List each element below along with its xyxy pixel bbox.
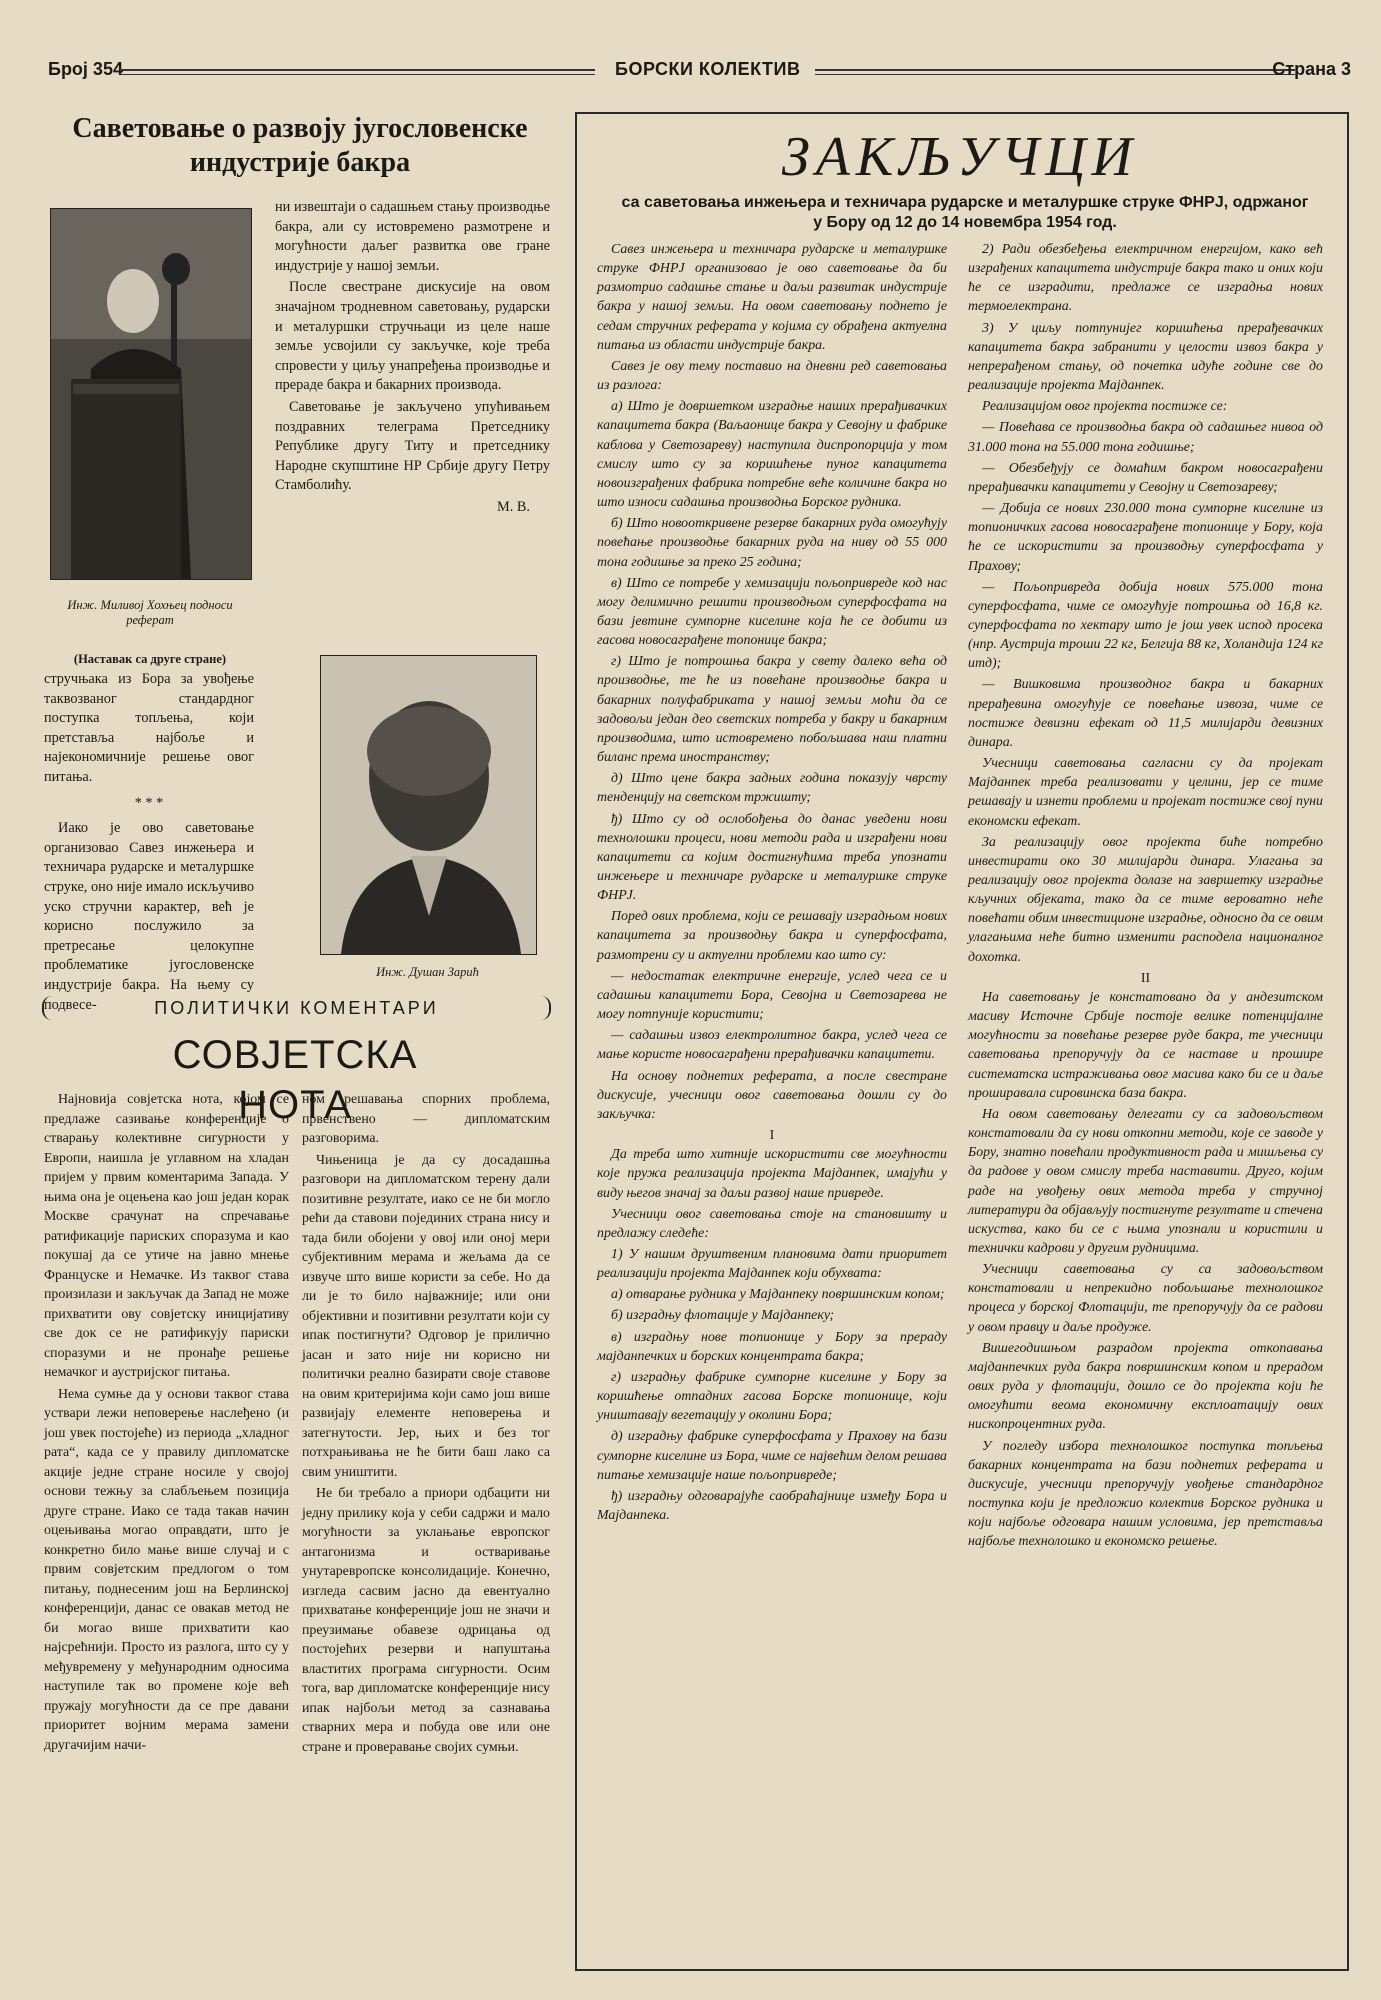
- conclusions-subtitle: са саветовања инжењера и техничара рударске и металуршке струке ФНРЈ, одржаног у Бору од 12 до 14 новембра 1954 год.: [621, 194, 1309, 231]
- conclusions-item: — Обезбеђују се домаћим бакром новосаграђени прерађивачки капацитети у Севојну и Светозареву;: [968, 460, 1323, 495]
- conclusions-item: г) изградњу фабрике сумпорне киселине у Бору за коришћење отпадних гасова Борске топионице, који уништавају вегетацију у околини Бора;: [597, 1369, 947, 1424]
- conclusions-item: в) Што се потребе у хемизацији пољопривреде код нас могу делимично решити производњом суперфосфата на бази јевтине сумпорне киселине која ће се добити из гасова новосаграђене топонице бакра;: [597, 575, 947, 649]
- conclusions-item: 2) Ради обезбеђења електричном енергијом, како већ изграђених капацитета индустрије бакра тако и оних који ће се изградити, предлаже се изградња нових термоелектрана.: [968, 242, 1323, 315]
- conclusions-paragraph: На саветовању је констатовано да у андезитском масиву Источне Србије постоје велике потенцијалне могућности за повећање резерве руде бакра, те учесници саветовања препоручују да се наставе и прошире систематска истраживања овог масива како би се и даље проширавала сировинска база бакра.: [968, 989, 1323, 1101]
- conclusions-item: — Повећава се производња бакра од садашњег нивоа од 31.000 тона на 55.000 тона годишње;: [968, 420, 1323, 455]
- portrait-photo: [320, 655, 537, 955]
- conclusions-paragraph: Савез је ову тему поставио на дневни ред саветовања из разлога:: [597, 358, 947, 394]
- article-column-2: [275, 198, 550, 518]
- newspaper-name: БОРСКИ КОЛЕКТИВ: [615, 59, 801, 79]
- conclusions-item: 1) У нашим друштвеним плановима дати приоритет реализацији пројекта Мајданпек који обухвата:: [597, 1246, 947, 1282]
- commentary-banner: ПОЛИТИЧКИ КОМЕНТАРИ: [42, 996, 551, 1020]
- article-paragraph: Саветовање је закључено упућивањем поздравних телеграма Претседнику Републике другу Титу и претседнику Народне скупштине НР Србије другу Петру Стамболићу.: [275, 398, 550, 494]
- conclusions-item: 3) У циљу потпунијег коришћења прерађевачких капацитета бакра забранити у целости извоз бакра у непрерађеном стању, од почетка идуће године све до реализације пројекта Мајданпек.: [968, 320, 1323, 394]
- commentary-column-1: [44, 1090, 289, 1757]
- conclusions-item: г) Што је потрошња бакра у свету далеко већа од производње, те ће из повећане производње бакра и бакарних полуфабриката у нашој земљи моћи да се задовољи један део светских потреба у бакру и бакарним производима, што истовремено побољшава наш платни биланс према иностранству;: [597, 654, 947, 766]
- commentary-paragraph: Најновија совјетска нота, којом се предлаже сазивање конференције о стварању колективне сигурности у Европи, наишла је углавном на хладан пријем у првим коментарима Запада. У њима она је оцењена као још један корак Москве срачунат на спречавање ратификације париских споразума и као покушај да се утиче на јавно мнење Француске и Немачке. Из таквог става произилази и закључак да Запад не може прихватити ову совјетску иницијативу све док се не ратификују париски споразуми и не пронађе решење немачког и аустријског питања.: [44, 1092, 289, 1380]
- conclusions-column-1: [597, 240, 947, 1527]
- issue-number: Број 354: [48, 59, 123, 79]
- photo2-caption: Инж. Душан Зарић: [376, 965, 479, 979]
- conclusions-paragraph: Учесници саветовања су са задовољством констатовали и непрекидно побољшање технолошког процеса у борској Флотацији, те препоручују да се радови у овом правцу и даље продуже.: [968, 1262, 1323, 1335]
- conclusions-item: д) изградњу фабрике суперфосфата у Прахову на бази сумпорне киселине из Бора, чиме се највећим делом решава питање хемизације наше пољопривреде;: [597, 1429, 947, 1483]
- commentary-title: СОВЈЕТСКА НОТА: [172, 1033, 418, 1127]
- article-paragraph: Иако је ово саветовање организовао Савез инжењера и техничара рударске и металуршке струке, оно није имало искључиво уско стручни карактер, већ је корисно послужило за претресање целокупне проблематике југословенске индустрије бакра. На њему су подвесе-: [44, 820, 254, 1013]
- conclusions-paragraph: Да треба што хитније искористити све могућности које пружа реализација пројекта Мајданпек, имајући у виду његов значај за даљи развој наше привреде.: [597, 1147, 947, 1201]
- roman-numeral-1: I: [769, 1128, 775, 1144]
- conclusions-item: — недостатак електричне енергије, услед чега се и садашњи капацитети Бора, Севојна и Светозарева не могу потпуније користити;: [597, 968, 947, 1023]
- conclusions-item: — Пољопривреда добија нових 575.000 тона суперфосфата, чиме се омогућује потрошња од 16,8 кг. суперфосфата по хектару што је још увек испод просека (нпр. Аустрија троши 22 кг, Белгија 88 кг, Холандија 124 кг итд);: [968, 579, 1323, 672]
- conclusions-item: — Вишковима производног бакра и бакарних прерађевина омогућује се повећање извоза, чиме се постиже девизни ефекат од 11,5 милијарди девизних динара.: [968, 677, 1323, 750]
- author-signature: М. В.: [497, 498, 530, 515]
- article-title: Саветовање о развоју југословенске индустрије бакра: [72, 113, 528, 178]
- conclusions-item: — Добија се нових 230.000 тона сумпорне киселине из топионичких гасова новосаграђене топионице у Бору, која ће се искористити за производњу суперфосфата у Прахову;: [968, 501, 1323, 574]
- conclusions-paragraph: Учесници овог саветовања стоје на становишту и предлажу следеће:: [597, 1206, 947, 1241]
- roman-numeral-2: II: [1140, 970, 1151, 986]
- speaker-photo: [50, 208, 252, 580]
- conclusions-paragraph: Учесници саветовања сагласни су да пројекат Мајданпек треба реализовати у целини, јер се тиме решавају и изнети проблеми и пројекат постиже свој пуни економски ефекат.: [968, 756, 1323, 829]
- conclusions-column-2: [968, 240, 1323, 1553]
- conclusions-paragraph: За реализацију овог пројекта биће потребно инвестирати око 30 милијарди динара. Улагања за реализацију овог пројекта долазе на завршетку изградње кључних објеката, тако да се тиме вероватно неће повећати обим инвестиционе изградње, односно да се овим улагањима неће битно изменити расподела националног дохотка.: [968, 834, 1323, 965]
- conclusions-item: в) изградњу нове топионице у Бору за прераду мајданпечких и борских концентрата бакра;: [597, 1329, 947, 1364]
- conclusions-paragraph: У погледу избора технолошког поступка топљења бакарних концентрата на бази поднетих реферата и дискусије, учесници препоручују увођење стандардног поступка који је предложио колектив Борског рудника и који најбоље одговара нашим условима, јер претставља најбоље технолошко и економско решење.: [968, 1438, 1323, 1550]
- conclusions-item: а) Што је довршетком изградње наших прерађивачких капацитета бакра (Ваљаонице бакра у Севојну и фабрике каблова у Светозареву) наступила диспропорција у том смислу што су за коришћење пуног капацитета новоизграђених фабрика потребне веће количине бакра но што износи садашња производња Борског рудника.: [597, 399, 947, 511]
- commentary-column-2: [302, 1090, 550, 1759]
- conclusions-paragraph: Савез инжењера и техничара рударске и металуршке струке ФНРЈ организовао је ово саветовање да би размотрио садашње стање и даљи развитак индустрије бакра у нашој земљи. На овом саветовању поднето је седам стручних реферата у којима су обрађена актуелна питања из области индустрије бакра.: [597, 242, 947, 353]
- page-header: [40, 55, 1351, 85]
- conclusions-item: а) отварање рудника у Мајданпеку површинским копом;: [611, 1287, 945, 1303]
- header-rule-right: [815, 69, 1295, 75]
- section-stars: * * *: [134, 794, 164, 811]
- conclusions-item: б) Што новооткривене резерве бакарних руда омогућују повећање производње бакарних руда на ниву од 55 000 тона годишње за преко 25 година;: [597, 516, 947, 570]
- commentary-paragraph: Чињеница је да су досадашња разговори на дипломатском терену дали позитивне резултате, иако се не би могло рећи да ставови појединих страна нису и тада били обојени у овој или оној мери субјективним мерама и жељама да се извуче што више користи за себе. Но да ли је то било најважније; или они објективни и позитивни резултати који су ипак постигнути? Одговор је прилично јасан и зато није ни корисно ни политички реално базирати своје ставове на овим критеријима који само још више развијају елементе неповерења и затегнутости. Јер, њих и без тог потхрањивања не ће бити баш лако са свим уништити.: [302, 1152, 550, 1480]
- photo1-caption: Инж. Миливој Хохњец подноси реферат: [67, 598, 233, 627]
- article-paragraph: стручњака из Бора за увођење таквозваног стандардног поступка топљења, који претставља најбоље и најекономичније решење овог питања.: [44, 671, 254, 785]
- continued-note: (Наставак са друге стране): [73, 652, 227, 666]
- conclusions-paragraph: Реализацијом овог пројекта постиже се:: [982, 399, 1228, 415]
- conclusions-paragraph: На овом саветовању делегати су са задовољством констатовали да су нови откопни методи, које се заводе у Бору, знатно повећали продуктивност рада и мишљења су да радове у овом смислу треба наставити. Друго, којим раде на увођењу ових метода треба у стручној литератури да објављују постигнуте резултате и стечена искуства, како би се с њима упознали и користили и технички кадрови у другим рудницима.: [968, 1106, 1323, 1256]
- header-rule-left: [120, 69, 595, 75]
- commentary-paragraph: Нема сумње да у основи таквог става уствари лежи неповерење наслеђено (и још увек постојеће) из периода „хладног рата“, када се у правилу дипломатске акције једне стране носиле у својој основи тежњу за слабљењем позиција друге стране. Иако се тада такав начин оцењивања могао оправдати, што је конкретно било мање више случај и с првим совјетским предлогом о том питању, поднесеним још на Берлинској конференцији, данас се овакав метод не би могао више прихватити као најсрећнији. Просто из разлога, што су у међувремену у међународним односима наступиле так во промене које већ пружају могућности да се пре давани приоритет војним мерама замени другачијим начи-: [44, 1386, 289, 1753]
- conclusions-item: — садашњи извоз електролитног бакра, услед чега се мање користе новосаграђени прерађивачки капацитети.: [597, 1028, 947, 1063]
- conclusions-item: д) Што цене бакра задњих година показују чврсту тенденцију на светском тржишту;: [597, 771, 947, 806]
- conclusions-item: ђ) изградњу одговарајуће саобраћајнице између Бора и Мајданпека.: [597, 1488, 947, 1523]
- page-number: Страна 3: [1272, 59, 1351, 79]
- commentary-paragraph: ном решавања спорних проблема, првенствено — дипломатским разговорима.: [302, 1092, 550, 1146]
- conclusions-paragraph: Поред ових проблема, који се решавају изградњом нових капацитета за производњу бакра и суперфосфата, размотрени су и актуелни проблеми као што су:: [597, 909, 947, 963]
- conclusions-title: ЗАКЉУЧЦИ: [781, 126, 1139, 188]
- article-column-1: [44, 670, 254, 1017]
- conclusions-paragraph: Вишегодишњом разрадом пројекта откопавања мајданпечких руда бакра површинским копом и прерадом ових руда у флотацији, дошло се до пројекта који ће омогућити веома економичну експлоатацију ових нископроцентних руда.: [968, 1340, 1323, 1433]
- article-paragraph: ни извештаји о садашњем стању производње бакра, али су истовремено размотрене и могућности даљег развитка ове гране индустрије у нашој земљи.: [275, 199, 550, 274]
- conclusions-item: ђ) Што су од ослобођења до данас уведени нови технолошки процеси, нови методи рада и изграђени нови капацитети са којим достигнућима треба упознати инжењере и техничаре рударске и металуршке струке ФНРЈ.: [597, 811, 947, 904]
- commentary-paragraph: Не би требало а приори одбацити ни једну прилику која у себи садржи и мало могућности за уклањање европског антагонизма и остваривање унутаревропске консолидације. Конечно, изгледа сасвим јасно да евентуално прихватање конференције још не значи и преузимање обавезе одрицања од постојећих резерви и напуштања властитих програма сигурности. Осим тога, вар дипломатске конференције нису ипак најбољи метод за сазнавања стварних мера и побуда ове или оне стране и проверавање својих сумњи.: [302, 1486, 550, 1755]
- conclusions-item: б) изградњу флотације у Мајданпеку;: [611, 1308, 835, 1324]
- article-paragraph: После свестране дискусије на овом значајном тродневном саветовању, рударски и металуршки стручњаци из целе наше земље усвојили су закључке, које треба спровести у циљу унапређења производње и прераде бакра и бакарних производа.: [275, 279, 550, 394]
- conclusions-paragraph: На основу поднетих реферата, а после свестране дискусије, учесници овог саветовања дошли су до закључка:: [597, 1068, 947, 1122]
